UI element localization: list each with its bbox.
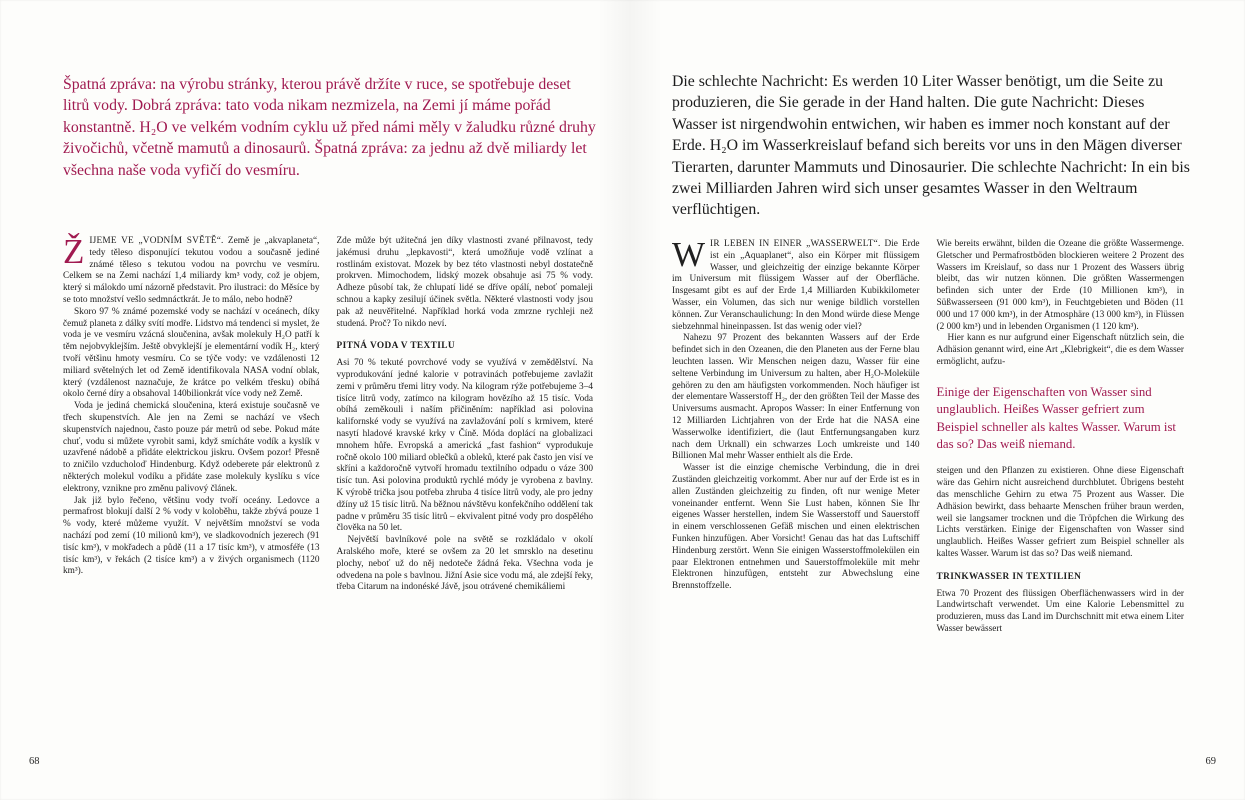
lead-paragraph-german — [672, 235, 920, 333]
column-4 — [937, 239, 1185, 636]
dropcap-letter: Ž — [63, 232, 85, 271]
body-columns-right — [672, 235, 1184, 636]
pull-quote: Einige der Eigenschaften von Wasser sind unglaublich. Heißes Wasser gefriert zum Beispiel schneller als kaltes Wasser. Warum ist das so? Das weiß niemand. — [936, 384, 1176, 451]
lead-body-text: Die Erde ist ein „Aquaplanet“, also ein Körper mit flüssigem Wasser, und gleichzeitig der einzige bekannte Körper im Universum mit flüssigem Wasser auf der Oberfläche. Insgesamt gibt es auf der Erde 1,4 Milliarden Kubikkilometer Wasser, ein Volumen, das sich nur wenige bildlich vorstellen können. Zur Veranschaulichung: In den Mond würde diese Menge siebzehnmal hineinpassen. Ist das wenig oder viel? — [672, 239, 920, 332]
body-paragraph: Jak již bylo řečeno, většinu vody tvoří oceány. Ledovce a permafrost blokují další 2 % vody v koloběhu, takže zbývá pouze 1 % vody, které můžeme využít. V největším množství se voda nachází pod zemí (10 milionů km³), ve sladkovodních jezerech (91 tisíc km³), v mokřadech a půdě (11 a 17 tisíc km³), v atmosféře (13 tisíc km³), v řekách (2 tisíce km³) a v živých organismech (1120 km³). — [63, 495, 320, 577]
body-paragraph: Největší bavlníkové pole na světě se rozkládalo v okolí Aralského moře, které se ovšem za 20 let smrsklo na desetinu plochy, neboť už do něj nedoteče žádná řeka. Všechna voda je odvedena na pole s bavlnou. Jižní Asie sice vodu má, ale zdejší řeky, třeba Citarum na indonéské Jávě, jsou otrávené chemikáliemi — [336, 535, 593, 593]
page-number-left: 68 — [29, 756, 40, 767]
lead-paragraph-czech — [63, 232, 320, 307]
gutter-shadow — [598, 0, 662, 800]
body-paragraph: Voda je jediná chemická sloučenina, která existuje současně ve třech skupenstvích. Ale jen na Zemi se nachází ve všech skupenstvích najednou, často pouze pár metrů od sebe. Pokud máte chuť, vodu si můžete vyrobit sami, když smícháte vodík a kyslík v uzavřené nádobě a přidáte elektrickou jiskru. Ovšem pozor! Přesně to zničilo vzducholoď Hindenburg. Když odeberete pár elektronů z některých molekul vodíku a přidáte zase molekuly kyslíku s více elektrony, vznikne pro změnu palivový článek. — [63, 401, 320, 494]
section-heading-trinkwasser: TRINKWASSER IN TEXTILIEN — [936, 571, 1082, 582]
body-paragraph: Asi 70 % tekuté povrchové vody se využívá v zemědělství. Na vyprodukování jedné kalorie v potravinách potřebujeme zavlažit zemi v průměru třemi litry vody. Na kilogram rýže potřebujeme 3–4 tisíce litrů vody, zatímco na kilogram hovězího až 15 tisíc. Voda obíhá zeměkouli i naším přičiněním: například asi polovina kalifornské vody se využívá na zavlažování polí s krmivem, které nasytí hladové kravské krky v Číně. Móda doplácí na globalizaci mnohem hůře. Evropská a americká „fast fashion“ vyprodukuje ročně okolo 100 miliard oblečků a obleků, které pak často jen visí ve skříni a každoročně vytvoří hromadu textilního odpadu o váze 300 tisíc tun. Asi polovina produktů rychlé módy je vyrobena z bavlny. K výrobě trička jsou potřeba zhruba 4 tisíce litrů vody, ale pro jedny džíny už 15 tisíc litrů. Na běžnou návštěvu konfekčního oddělení tak padne v průměru 35 tisíc litrů – ekvivalent pitné vody pro dospělého člověka na 50 let. — [336, 358, 593, 534]
body-paragraph: Etwa 70 Prozent des flüssigen Oberflächenwassers wird in der Landwirtschaft verwendet. Um eine Kalorie Lebensmittel zu produzieren, muss das Land im Durchschnitt mit etwa einem Liter Wasser bewässert — [936, 588, 1184, 634]
column-1 — [63, 232, 320, 594]
intro-paragraph-german: Die schlechte Nachricht: Es werden 10 Liter Wasser benötigt, um die Seite zu produzieren, die Sie gerade in der Hand halten. Die gute Nachricht: Dieses Wasser ist nirgendwohin entwichen, wir haben es immer noch konstant auf der Erde. H₂O im Wasserkreislauf befand sich bereits vor uns in den Mägen diverser Tierarten, darunter Mammuts und Dinosaurier. Die schlechte Nachricht: In ein bis zwei Milliarden Jahren wird sich unser gesamtes Wasser in den Weltraum verflüchtigen. — [672, 73, 1190, 219]
lead-body-text: Země je „akvaplaneta“, tedy těleso disponující tekutou vodou a současně jediné známé těleso s tekutou vodou na povrchu ve vesmíru. Celkem se na Zemi nachází 1,4 miliardy km³ vody, což je objem, který si málokdo umí názorně představit. Pro ilustraci: do Měsíce by se toto množství vešlo sedmnáctkrát. Je to málo, nebo hodně? — [63, 236, 320, 305]
body-paragraph: steigen und den Pflanzen zu existieren. Ohne diese Eigenschaft wäre das Gehirn nicht ausreichend durchblutet. Übrigens besteht das menschliche Gehirn zu etwa 75 Prozent aus Wasser. Die Adhäsion bewirkt, dass behaarte Menschen früher braun werden, weil sie langsamer trocknen und die Tröpfchen die Wirkung des Lichts verstärken. Einige der Eigenschaften von Wasser sind unglaublich. Heißes Wasser gefriert zum Beispiel schneller als kaltes Wasser. Warum ist das so? Das weiß niemand. — [936, 466, 1184, 559]
column-2 — [337, 236, 594, 594]
section-heading-pitna-voda: PITNÁ VODA V TEXTILU — [336, 341, 455, 352]
dropcap-letter: W — [672, 235, 706, 274]
body-paragraph: Zde může být užitečná jen díky vlastnosti zvané přilnavost, tedy jakémusi druhu „lepkavosti“, která umožňuje vodě vzlínat a rostlinám existovat. Mozek by bez této vlastnosti nebyl dostatečně prokrven. Mimochodem, lidský mozek obsahuje asi 75 % vody. Adheze působí tak, že chlupatí lidé se dříve opálí, neboť pomaleji schnou a kapky zesilují účinek světla. Některé vlastnosti vody jsou pak až neuvěřitelné. Například horká voda zmrzne rychleji než studená. Proč? To nikdo neví. — [336, 236, 593, 329]
lead-opening-smallcaps: IJEME VE „VODNÍM SVĚTĚ“. — [89, 236, 224, 246]
body-paragraph: Nahezu 97 Prozent des bekannten Wassers auf der Erde befindet sich in den Ozeanen, die den Planeten aus der Ferne blau leuchten lassen. Wir Menschen neigen dazu, Wasser für eine seltene Verbindung im Universum zu halten, aber H₂O-Moleküle gehören zu den am häufigsten vorkommenden. Noch häufiger ist der elementare Wasserstoff H₂, der den größten Teil der Masse des Universums ausmacht. Apropos Wasser: In einer Entfernung von 12 Milliarden Lichtjahren von der Erde hat die NASA eine Wasserwolke identifiziert, die (laut Entfernungsangaben kurz nach dem Urknall) ein schwarzes Loch umkreiste und 140 Billionen Mal mehr Wasser enthielt als die Erde. — [672, 333, 920, 462]
lead-opening-smallcaps: IR LEBEN IN EINER „WASSERWELT“. — [710, 239, 881, 249]
body-paragraph: Wasser ist die einzige chemische Verbindung, die in drei Zuständen gleichzeitig vorkommt. Aber nur auf der Erde ist es in allen Zuständen gleichzeitig zu finden, oft nur wenige Meter voneinander entfernt. Wenn Sie Lust haben, können Sie Ihr eigenes Wasser herstellen, indem Sie Wasserstoff und Sauerstoff in einem verschlossenen Gefäß mischen und einen elektrischen Funken hinzufügen. Aber Vorsicht! Genau das hat das Luftschiff Hindenburg zerstört. Wenn Sie einigen Wasserstoffmolekülen ein paar Elektronen entnehmen und Sauerstoffmoleküle mit mehr Elektronen hinzufügen, entsteht zur Abwechslung eine Brennstoffzelle. — [672, 463, 920, 592]
body-paragraph: Wie bereits erwähnt, bilden die Ozeane die größte Wassermenge. Gletscher und Permafrostböden blockieren weitere 2 Prozent des Wassers im Kreislauf, so dass nur 1 Prozent des Wassers übrig bleibt, das wir nutzen können. Die größten Wassermengen befinden sich unter der Erde (10 Millionen km³), in Süßwasserseen (91 000 km³), in Feuchtgebieten und Böden (11 000 und 17 000 km³), in der Atmosphäre (13 000 km³), in Flüssen (2 000 km³) und in lebenden Organismen (1 120 km³). — [936, 239, 1184, 332]
column-3 — [672, 235, 920, 636]
body-paragraph: Hier kann es nur aufgrund einer Eigenschaft nützlich sein, die Adhäsion genannt wird, eine Art „Klebrigkeit“, die es dem Wasser ermöglicht, aufzu- — [936, 333, 1184, 367]
body-columns-left — [63, 232, 593, 594]
intro-paragraph-czech: Špatná zpráva: na výrobu stránky, kterou právě držíte v ruce, se spotřebuje deset litrů vody. Dobrá zpráva: tato voda nikam nezmizela, na Zemi jí máme pořád konstantně. H₂O ve velkém vodním cyklu už před námi měly v žaludku různé druhy živočichů, včetně mamutů a dinosaurů. Špatná zpráva: za jednu až dvě miliardy let všechna naše voda vyfičí do vesmíru. — [63, 76, 596, 179]
body-paragraph: Skoro 97 % známé pozemské vody se nachází v oceánech, díky čemuž planeta z dálky svítí modře. Lidstvo má tendenci si myslet, že voda je ve vesmíru vzácná sloučenina, avšak molekuly H₂O patří k těm nejobvyklejším. Ještě obvyklejší je elementární vodík H₂, který tvoří většinu hmoty vesmíru. Co se týče vody: ve vzdálenosti 12 miliard světelných let od Země identifikovala NASA vodní oblak, který (vzdálenost naznačuje, že krátce po velkém třesku) obíhá okolo černé díry a obsahoval 140bilionkrát více vody než Země. — [63, 306, 320, 400]
page-number-right: 69 — [1205, 756, 1216, 767]
